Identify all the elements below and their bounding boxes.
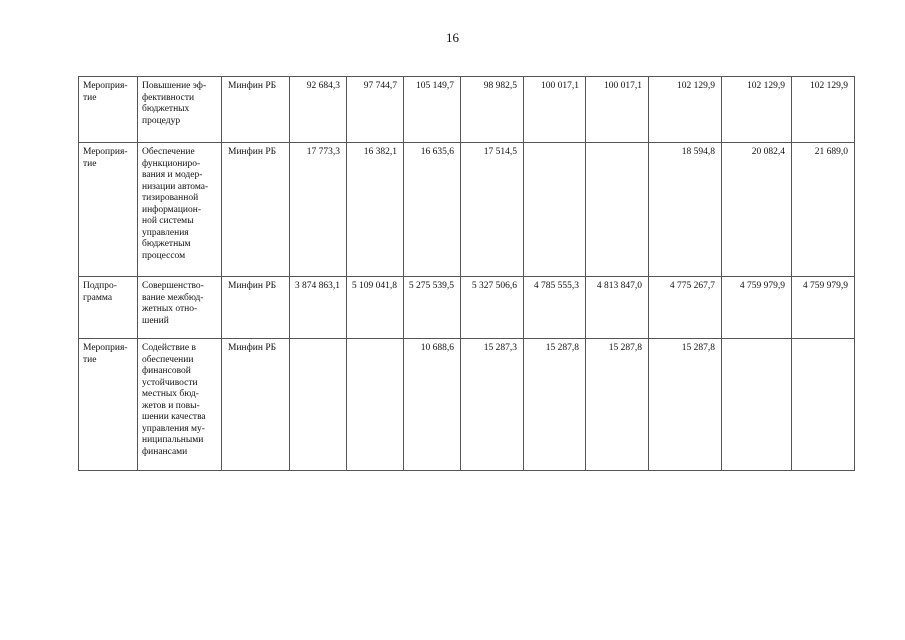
value-cell [290,339,347,471]
value-cell: 10 688,6 [404,339,461,471]
value-cell: 5 327 506,6 [461,277,524,339]
table-row [79,143,855,277]
value-cell: 17 514,5 [461,143,524,277]
status-cell: Подпро- грамма [79,277,138,339]
value-cell: 15 287,8 [649,339,722,471]
value-cell: 20 082,4 [722,143,792,277]
value-cell [792,339,855,471]
value-cell: 4 813 847,0 [586,277,649,339]
status-cell: Мероприя- тие [79,339,138,471]
value-cell: 100 017,1 [586,77,649,143]
value-cell: 102 129,9 [649,77,722,143]
value-cell: 17 773,3 [290,143,347,277]
agency-cell: Минфин РБ [222,277,290,339]
agency-cell: Минфин РБ [222,339,290,471]
value-cell: 105 149,7 [404,77,461,143]
value-cell: 4 775 267,7 [649,277,722,339]
value-cell: 21 689,0 [792,143,855,277]
name-cell: Повышение эф- фективности бюджетных процедур [138,77,222,143]
value-cell: 102 129,9 [792,77,855,143]
value-cell: 15 287,8 [524,339,586,471]
value-cell [524,143,586,277]
value-cell: 16 382,1 [347,143,404,277]
value-cell: 92 684,3 [290,77,347,143]
value-cell: 15 287,3 [461,339,524,471]
page-number: 16 [446,30,459,45]
table-body [79,77,855,471]
status-cell: Мероприя- тие [79,77,138,143]
agency-cell: Минфин РБ [222,77,290,143]
table-row [79,277,855,339]
value-cell: 5 109 041,8 [347,277,404,339]
value-cell: 15 287,8 [586,339,649,471]
value-cell: 18 594,8 [649,143,722,277]
name-cell: Содействие в обеспечении финансовой устойчивости местных бюд- жетов и повы- шении качества управления му- ниципальными финансами [138,339,222,471]
value-cell: 97 744,7 [347,77,404,143]
table-row [79,77,855,143]
value-cell [722,339,792,471]
value-cell: 4 759 979,9 [792,277,855,339]
value-cell: 102 129,9 [722,77,792,143]
value-cell: 100 017,1 [524,77,586,143]
value-cell: 4 759 979,9 [722,277,792,339]
name-cell: Совершенство- вание межбюд- жетных отно- шений [138,277,222,339]
value-cell: 3 874 863,1 [290,277,347,339]
value-cell: 16 635,6 [404,143,461,277]
agency-cell: Минфин РБ [222,143,290,277]
value-cell: 4 785 555,3 [524,277,586,339]
name-cell: Обеспечение функциониро- вания и модер- низации автома- тизированной информацион- ной системы управления бюджетным процессом [138,143,222,277]
table-row [79,339,855,471]
value-cell: 5 275 539,5 [404,277,461,339]
budget-table [78,76,855,471]
value-cell [586,143,649,277]
value-cell: 98 982,5 [461,77,524,143]
value-cell [347,339,404,471]
status-cell: Мероприя- тие [79,143,138,277]
